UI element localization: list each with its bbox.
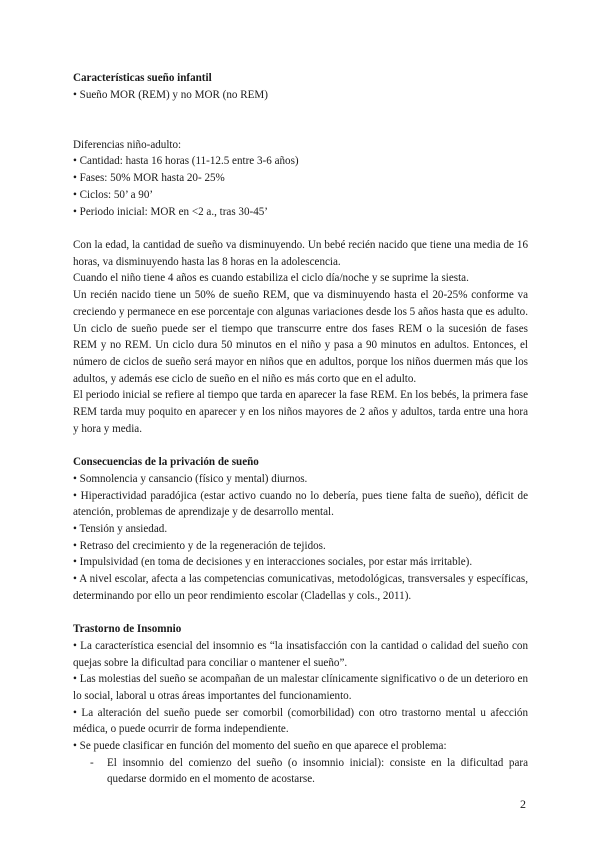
body-paragraph: Cuando el niño tiene 4 años es cuando estabiliza el ciclo día/noche y se suprime la siesta. <box>73 272 469 285</box>
bullet-item: • Cantidad: hasta 16 horas (11-12.5 entre 3-6 años) <box>73 155 299 168</box>
page-number: 2 <box>520 797 526 811</box>
body-paragraph: El periodo inicial se refiere al tiempo que tarda en aparecer la fase REM. En los bebés, la primera fase REM tarda muy poquito en aparecer y en los niños mayores de 2 años y adultos, tarda entre una hora y hora y media. <box>73 389 528 435</box>
bullet-item: • Retraso del crecimiento y de la regeneración de tejidos. <box>73 539 326 552</box>
bullet-item: • Hiperactividad paradójica (estar activo cuando no lo debería, pues tiene falta de sueño), déficit de atención, problemas de aprendizaje y de desarrollo mental. <box>73 489 528 519</box>
dash-item-text: El insomnio del comienzo del sueño (o insomnio inicial): consiste en la dificultad para quedarse dormido en el momento de acostarse. <box>107 756 528 786</box>
section-heading-consecuencias: Consecuencias de la privación de sueño <box>73 456 259 469</box>
body-paragraph: Un recién nacido tiene un 50% de sueño REM, que va disminuyendo hasta el 20-25% conforme va creciendo y permanece en ese porcentaje con algunas variaciones desde los 5 años hasta que es adulto. <box>73 289 528 318</box>
bullet-item: • Sueño MOR (REM) y no MOR (no REM) <box>73 88 268 101</box>
dash-marker: - <box>90 756 94 769</box>
bullet-item: • La alteración del sueño puede ser comorbil (comorbilidad) con otro trastorno mental u afección médica, o puede ocurrir de forma independiente. <box>73 706 528 736</box>
bullet-item: • La característica esencial del insomnio es “la insatisfacción con la cantidad o calidad del sueño con quejas sobre la dificultad para conciliar o mantener el sueño”. <box>73 639 528 669</box>
dash-list-item <box>73 755 528 788</box>
section-heading-caracteristicas: Características sueño infantil <box>73 72 212 84</box>
bullet-item: • Impulsividad (en toma de decisiones y en interacciones sociales, por estar más irritable). <box>73 556 473 569</box>
body-paragraph: Con la edad, la cantidad de sueño va disminuyendo. Un bebé recién nacido que tiene una media de 16 horas, va disminuyendo hasta las 8 horas en la adolescencia. <box>73 238 528 268</box>
bullet-item: • A nivel escolar, afecta a las competencias comunicativas, metodológicas, transversales y específicas, determinando por ello un peor rendimiento escolar (Cladellas y cols., 2011). <box>73 573 528 602</box>
bullet-item: • Somnolencia y cansancio (físico y mental) diurnos. <box>73 472 308 485</box>
bullet-item: • Las molestias del sueño se acompañan de un malestar clínicamente significativo o de un deterioro en lo social, laboral u otras áreas importantes del funcionamiento. <box>73 673 528 702</box>
page-content <box>73 70 528 788</box>
list-heading-diferencias: Diferencias niño-adulto: <box>73 138 182 151</box>
section-heading-insomnio: Trastorno de Insomnio <box>73 623 182 636</box>
bullet-item: • Tensión y ansiedad. <box>73 522 168 535</box>
bullet-item: • Se puede clasificar en función del momento del sueño en que aparece el problema: <box>73 740 447 753</box>
body-paragraph: Un ciclo de sueño puede ser el tiempo que transcurre entre dos fases REM o la sucesión de fases REM y no REM. Un ciclo dura 50 minutos en el niño y pasa a 90 minutos en adultos. Entonces, el número de ciclos de sueño será mayor en niños que en adultos, porque los niños duermen más que los adultos, y además ese ciclo de sueño en el niño es más corto que en el adulto. <box>73 322 528 385</box>
bullet-item: • Fases: 50% MOR hasta 20- 25% <box>73 172 225 185</box>
bullet-item: • Ciclos: 50’ a 90’ <box>73 188 154 201</box>
bullet-item: • Periodo inicial: MOR en <2 a., tras 30-45’ <box>73 205 269 218</box>
